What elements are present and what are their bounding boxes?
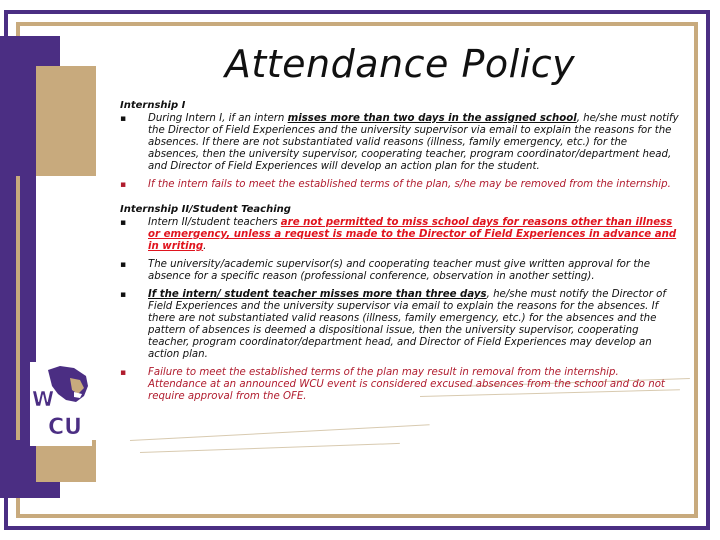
bullet-icon: ▪ <box>120 218 127 228</box>
bullet-icon: ▪ <box>120 368 127 378</box>
corner-block-tan <box>36 66 96 176</box>
svg-text:CU: CU <box>48 415 83 440</box>
list-item: ▪ The university/academic supervisor(s) and cooperating teacher must give written approval for the absence for a specific reason (professional conference, observation in another setting). <box>120 259 651 282</box>
wcu-logo <box>30 362 92 446</box>
section-internship-2 <box>120 204 680 403</box>
bullet-icon: ▪ <box>120 180 127 190</box>
list-item: ▪ If the intern/ student teacher misses more than three days, he/she must notify the Director of Field Experiences and the university supervisor via email to explain the reasons for the absences. If there are not substantiated valid reasons (illness, family emergency, etc.) for the absences and the pattern of absences is deemed a dispositional issue, then the university supervisor, cooperating teacher, program coordinator/department head, and Director of Field Experiences may develop an action plan. <box>120 289 666 360</box>
section-internship-1 <box>120 100 680 191</box>
bullet-list <box>120 113 680 191</box>
list-item: ▪ Failure to meet the established terms of the plan may result in removal from the internship. Attendance at an announced WCU event is considered excused absences from the school and do not require approval from the OFE. <box>120 367 665 402</box>
emphasized-text: are not permitted to miss school days for reasons other than illness or emergency, unless a request is made to the Director of Field Experiences in advance and in writing <box>148 217 677 252</box>
emphasized-text: misses more than two days in the assigned school <box>287 113 577 124</box>
bullet-icon: ▪ <box>120 114 127 124</box>
slide-body <box>120 100 680 416</box>
list-item: ▪ If the intern fails to meet the established terms of the plan, s/he may be removed from the internship. <box>120 179 671 190</box>
bullet-list <box>120 217 680 403</box>
list-item: ▪ Intern II/student teachers are not permitted to miss school days for reasons other than illness or emergency, unless a request is made to the Director of Field Experiences in advance and in writing. <box>120 217 677 252</box>
bottom-block-tan <box>36 440 96 482</box>
section-heading: Internship I <box>120 100 186 111</box>
bullet-icon: ▪ <box>120 260 127 270</box>
svg-text:W: W <box>32 387 55 411</box>
section-heading: Internship II/Student Teaching <box>120 204 291 215</box>
page-title: Attendance Policy <box>224 42 576 86</box>
list-item: ▪ During Intern I, if an intern misses more than two days in the assigned school, he/she must notify the Director of Field Experiences and the university supervisor via email to explain the reasons for the absences. If there are not substantiated valid reasons (illness, family emergency, etc.) for the absences, then the university supervisor, cooperating teacher, program coordinator/department head, and Director of Field Experiences will develop an action plan for the student. <box>120 113 679 172</box>
emphasized-text: If the intern/ student teacher misses more than three days <box>148 289 487 300</box>
wcu-catamount-logo-icon <box>30 362 92 446</box>
bullet-icon: ▪ <box>120 290 127 300</box>
